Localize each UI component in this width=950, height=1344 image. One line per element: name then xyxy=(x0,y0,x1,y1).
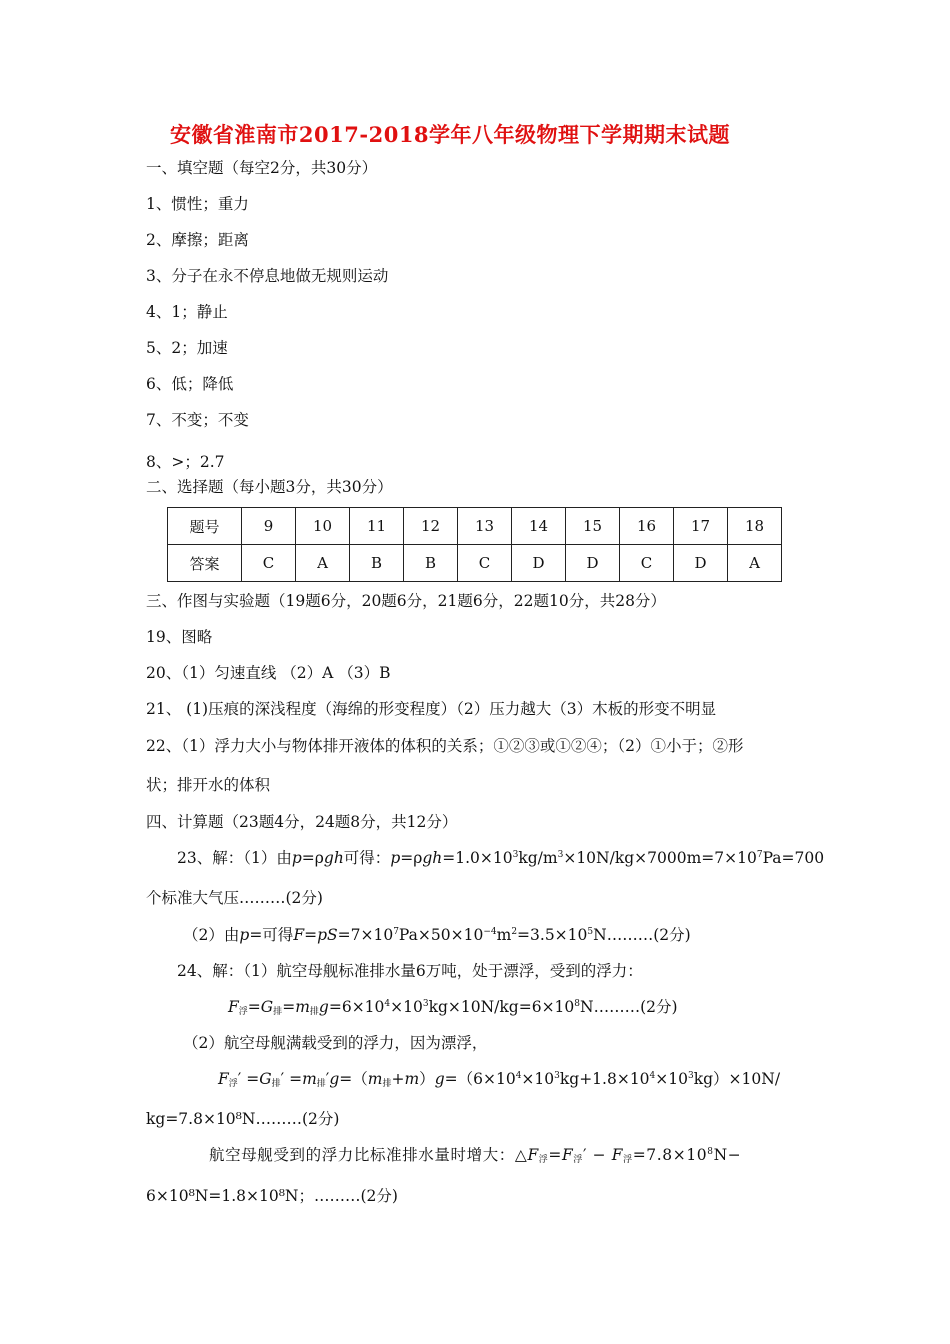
solution-23-part2: （2）由p=可得$F=pS=7\times 10^7Pa\times 50\times 10^{-4}m^2=3.5\times 10^5N\dots\dots\dots(2$分) xyxy=(183,926,691,944)
answer-20: 20、（1）匀速直线 （2）A （3）B xyxy=(146,664,391,682)
table-cell: D xyxy=(566,545,620,582)
section3-heading: 三、作图与实验题（19题6分，20题6分，21题6分，22题10分，共28分） xyxy=(146,592,666,610)
solution-23-part2-prefix: （2）由 xyxy=(183,926,240,944)
solution-24-formula2: $F_浮' =G_排' =m_排'g=(m_排+m)g=(6\times 10^4\times 10^3kg+1.8\times 10^4\times 10^3kg)\times 10N/$ xyxy=(218,1070,781,1089)
table-cell: C xyxy=(458,545,512,582)
table-row-answers xyxy=(168,545,782,582)
table-cell: 9 xyxy=(242,508,296,545)
table-cell: 14 xyxy=(512,508,566,545)
solution-24-delta: 航空母舰受到的浮力比标准排水量时增大：$\triangle F_浮=F_浮' - F_浮=7.8\times 10^8N-$ xyxy=(209,1146,742,1165)
row-label-number: 题号 xyxy=(168,508,242,545)
section4-heading: 四、计算题（23题4分，24题8分，共12分） xyxy=(146,813,458,831)
table-cell: 17 xyxy=(674,508,728,545)
solution-24-part2-intro: （2）航空母舰满载受到的浮力，因为漂浮， xyxy=(183,1034,488,1052)
answer-7: 7、不变；不变 xyxy=(146,411,249,429)
table-cell: 11 xyxy=(350,508,404,545)
table-cell: C xyxy=(242,545,296,582)
solution-24-delta-continuation: 6×10⁸N=1.8×10⁸N；………(2分) xyxy=(146,1187,398,1205)
solution-24-formula2-continuation: kg=7.8×10⁸N………(2分) xyxy=(146,1110,340,1128)
table-cell: 15 xyxy=(566,508,620,545)
solution-23-formula: 23、解：（1）由p=ρgh可得：$p=\rho gh=1.0\times 10^3kg/m^3\times 10N/kg\times 7000m=7\times 10^7Pa=700$ xyxy=(177,849,825,867)
solution-23-label: 23、解：（1）由 xyxy=(177,849,292,867)
table-cell: 10 xyxy=(296,508,350,545)
answer-6: 6、低；降低 xyxy=(146,375,234,393)
solution-24-delta-intro: 航空母舰受到的浮力比标准排水量时增大： xyxy=(209,1146,515,1164)
answer-21: 21、 (1)压痕的深浅程度（海绵的形变程度）（2）压力越大（3）木板的形变不明显 xyxy=(146,700,717,718)
section1-heading: 一、填空题（每空2分，共30分） xyxy=(146,159,378,177)
table-cell: D xyxy=(512,545,566,582)
solution-24-formula1: $F_浮=G_排=m_排g=6\times 10^4\times 10^3kg\times 10N/kg=6\times 10^8N\dots\dots\dots(2$分) xyxy=(228,998,678,1017)
answer-19: 19、图略 xyxy=(146,628,213,646)
table-cell: C xyxy=(620,545,674,582)
table-row-numbers xyxy=(168,508,782,545)
answer-3: 3、分子在永不停息地做无规则运动 xyxy=(146,267,389,285)
answer-4: 4、1；静止 xyxy=(146,303,228,321)
answer-table xyxy=(167,507,782,582)
answer-1: 1、惯性；重力 xyxy=(146,195,249,213)
table-cell: B xyxy=(404,545,458,582)
table-cell: A xyxy=(296,545,350,582)
section2-heading: 二、选择题（每小题3分，共30分） xyxy=(146,478,393,496)
table-cell: 13 xyxy=(458,508,512,545)
answer-22-line1: 22、（1）浮力大小与物体排开液体的体积的关系；①②③或①②④；（2）①小于；②形 xyxy=(146,737,744,755)
table-cell: 12 xyxy=(404,508,458,545)
table-cell: B xyxy=(350,545,404,582)
solution-23-continuation: 个标准大气压………(2分) xyxy=(146,889,323,907)
row-label-answer: 答案 xyxy=(168,545,242,582)
table-cell: A xyxy=(728,545,782,582)
answer-2: 2、摩擦；距离 xyxy=(146,231,249,249)
answer-5: 5、2；加速 xyxy=(146,339,228,357)
document-title: 安徽省淮南市2017-2018学年八年级物理下学期期末试题 xyxy=(169,122,731,147)
table-cell: D xyxy=(674,545,728,582)
solution-24-intro: 24、解：（1）航空母舰标准排水量6万吨，处于漂浮，受到的浮力： xyxy=(177,962,643,980)
answer-22-line2: 状；排开水的体积 xyxy=(146,776,271,794)
table-cell: 16 xyxy=(620,508,674,545)
table-cell: 18 xyxy=(728,508,782,545)
answer-8: 8、>；2.7 xyxy=(146,453,225,471)
